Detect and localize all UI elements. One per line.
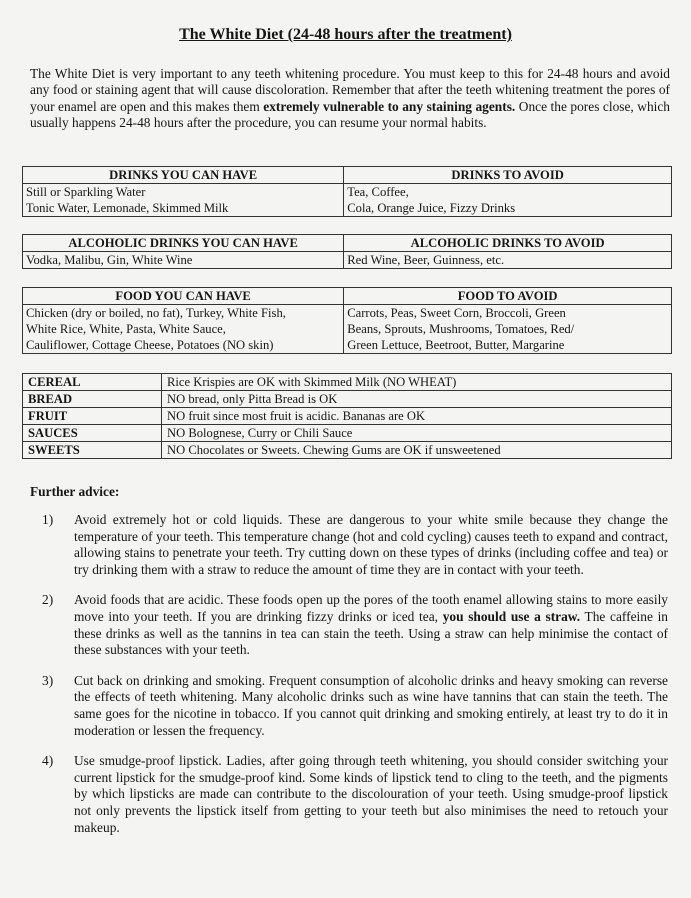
drinks-allowed-cell (23, 184, 344, 217)
alcohol-avoid-line: Red Wine, Beer, Guinness, etc. (347, 253, 505, 267)
alcohol-allowed-cell (23, 252, 344, 269)
drinks-avoid-line: Tea, Coffee, (347, 185, 409, 199)
table-row (23, 442, 672, 459)
alcohol-table (22, 234, 672, 269)
table-row (23, 425, 672, 442)
item-text-before: Avoid foods that are acidic. These foods open up the pores of the tooth enamel allowing stains to more easily move into your teeth. If you are drinking fizzy drinks or iced tea, (74, 592, 668, 624)
category-note: NO Chocolates or Sweets. Chewing Gums are OK if unsweetened (162, 442, 672, 459)
item-number: 2) (42, 592, 54, 608)
food-allowed-line: Chicken (dry or boiled, no fat), Turkey, White Fish, (26, 306, 286, 320)
food-avoid-line: Green Lettuce, Beetroot, Butter, Margarine (347, 338, 565, 352)
intro-emphasis: extremely vulnerable to any staining agents. (263, 98, 516, 114)
drinks-table (22, 166, 672, 217)
list-item (42, 673, 668, 739)
category-note: NO fruit since most fruit is acidic. Bananas are OK (162, 408, 672, 425)
alcohol-avoid-header: ALCOHOLIC DRINKS TO AVOID (344, 235, 672, 252)
table-row (23, 391, 672, 408)
list-item (42, 592, 668, 658)
table-row (23, 374, 672, 391)
item-number: 4) (42, 753, 54, 769)
alcohol-allowed-line: Vodka, Malibu, Gin, White Wine (26, 253, 193, 267)
category-table (22, 373, 672, 459)
item-number: 1) (42, 512, 54, 527)
drinks-avoid-header: DRINKS TO AVOID (344, 167, 672, 184)
list-item (42, 753, 668, 836)
food-allowed-line: Cauliflower, Cottage Cheese, Potatoes (NO skin) (26, 338, 274, 352)
item-text: Cut back on drinking and smoking. Frequent consumption of alcoholic drinks and heavy smoking can reverse the effects of teeth whitening. Many alcoholic drinks such as wine have tannins that can stain the teeth. The same goes for the nicotine in tobacco. If you cannot quit drinking and smoking entirely, at least try to do it in moderation or lessen the frequency. (74, 672, 668, 738)
intro-text-after: Once the pores close, which usually happens 24-48 hours after the procedure, you can resume your normal habits. (30, 98, 671, 131)
list-item (42, 512, 668, 578)
table-row (23, 408, 672, 425)
category-name: SAUCES (23, 425, 162, 442)
item-emphasis: you should use a straw. (442, 608, 581, 624)
item-number: 3) (42, 672, 54, 688)
category-name: CEREAL (23, 374, 162, 391)
drinks-allowed-line: Tonic Water, Lemonade, Skimmed Milk (26, 201, 229, 215)
item-text-after: The caffeine in these drinks as well as the tannins in tea can stain the teeth. Using a straw can help minimise the contact of these substances with your teeth. (74, 608, 668, 658)
drinks-avoid-cell (344, 184, 672, 217)
drinks-allowed-line: Still or Sparkling Water (26, 185, 146, 199)
food-allowed-line: White Rice, White, Pasta, White Sauce, (26, 322, 226, 336)
intro-text-before: The White Diet is very important to any teeth whitening procedure. You must keep to this for 24-48 hours and avoid any food or staining agent that will cause discoloration. Remember that after the teeth whitening treatment the pores of your enamel are open and this makes them (30, 66, 670, 114)
advice-heading: Further advice: (30, 484, 120, 499)
category-note: NO bread, only Pitta Bread is OK (162, 391, 672, 408)
food-allowed-cell (23, 305, 344, 354)
category-name: SWEETS (23, 442, 162, 459)
food-table (22, 287, 672, 354)
category-note: Rice Krispies are OK with Skimmed Milk (NO WHEAT) (162, 374, 672, 391)
category-note: NO Bolognese, Curry or Chili Sauce (162, 425, 672, 442)
page-title: The White Diet (24-48 hours after the treatment) (179, 26, 512, 43)
advice-list (42, 512, 668, 850)
food-avoid-cell (344, 305, 672, 354)
food-avoid-header: FOOD TO AVOID (344, 288, 672, 305)
intro-paragraph (30, 66, 670, 132)
food-avoid-line: Carrots, Peas, Sweet Corn, Broccoli, Green (347, 306, 566, 320)
food-allowed-header: FOOD YOU CAN HAVE (23, 288, 344, 305)
alcohol-avoid-cell (344, 252, 672, 269)
item-text: Avoid extremely hot or cold liquids. These are dangerous to your white smile because they change the temperature of your teeth. This temperature change (hot and cold cycling) causes teeth to expand and contract, allowing stains to penetrate your teeth. Try cutting down on these types of drinks (including coffee and tea) or try drinking them with a straw to reduce the amount of time they are in contact with your teeth. (74, 512, 668, 577)
drinks-allowed-header: DRINKS YOU CAN HAVE (23, 167, 344, 184)
food-avoid-line: Beans, Sprouts, Mushrooms, Tomatoes, Red/ (347, 322, 575, 336)
item-text: Use smudge-proof lipstick. Ladies, after going through teeth whitening, you should consider switching your current lipstick for the smudge-proof kind. Some kinds of lipstick tend to cling to the teeth, and the pigments by which lipsticks are made can contribute to the discolouration of your teeth. Using smudge-proof lipstick not only prevents the lipstick itself from getting to your teeth but also minimises the need to retouch your makeup. (74, 753, 668, 835)
alcohol-allowed-header: ALCOHOLIC DRINKS YOU CAN HAVE (23, 235, 344, 252)
category-name: BREAD (23, 391, 162, 408)
category-name: FRUIT (23, 408, 162, 425)
drinks-avoid-line: Cola, Orange Juice, Fizzy Drinks (347, 201, 516, 215)
